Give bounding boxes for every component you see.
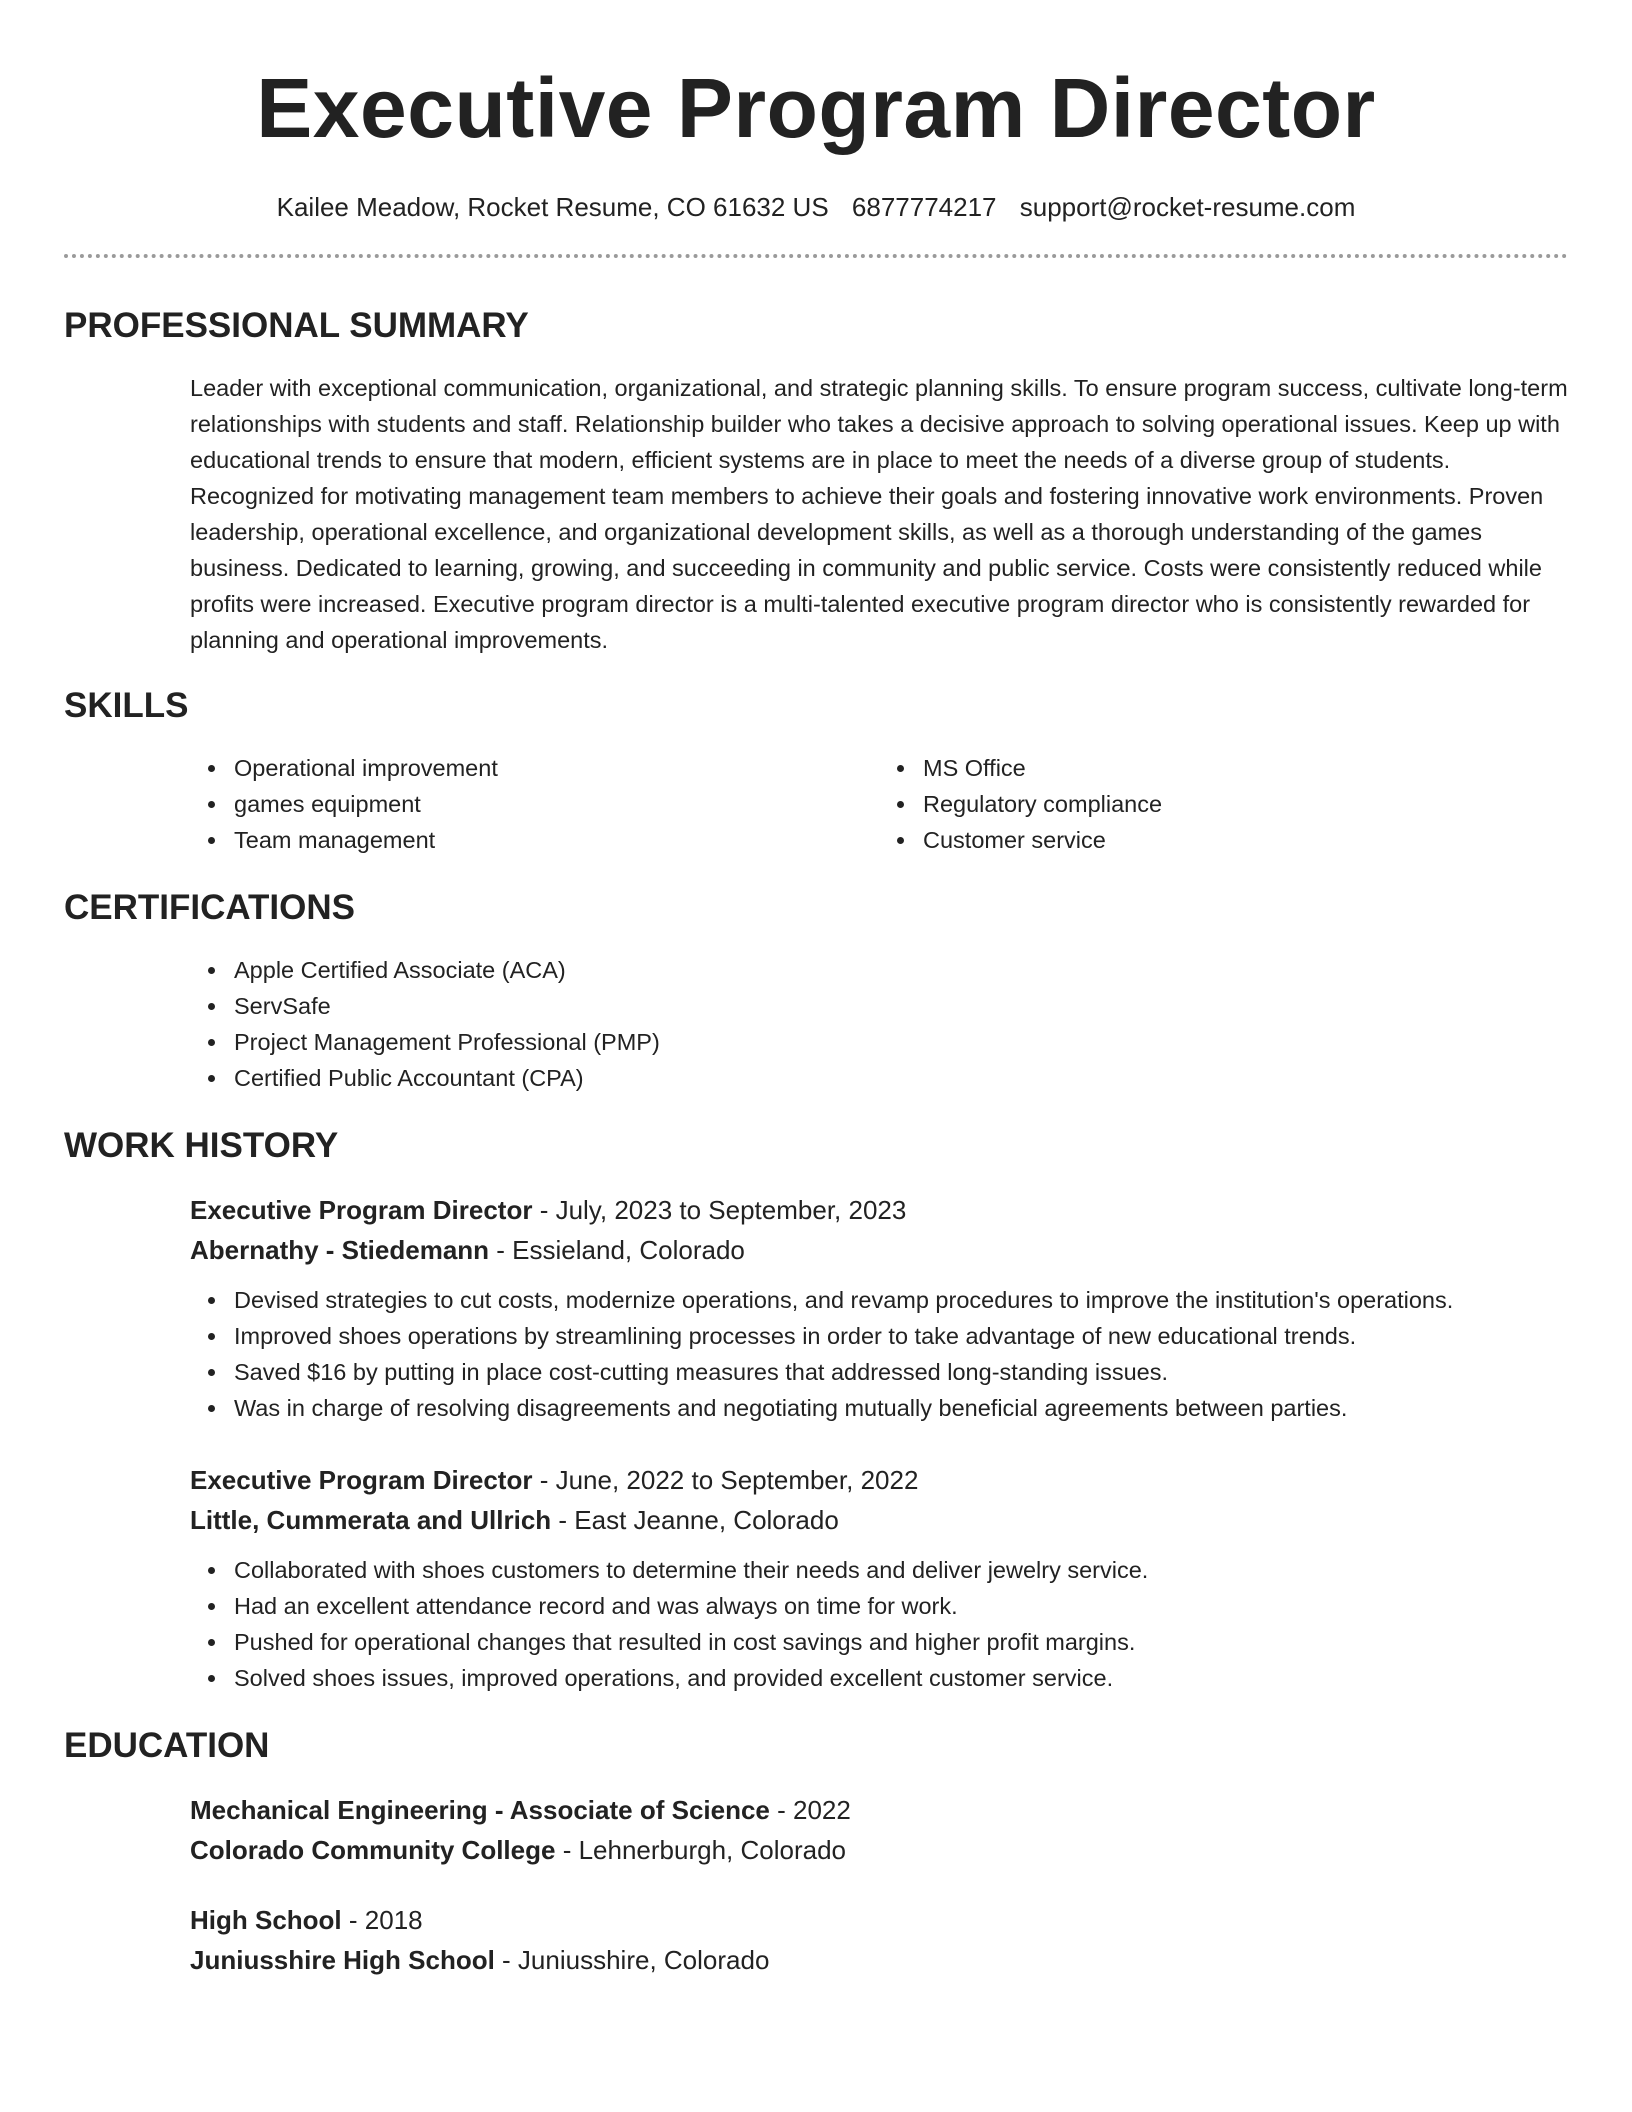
certifications-list: [190, 952, 1568, 1096]
job-bullet: Collaborated with shoes customers to determine their needs and deliver jewelry service.: [234, 1552, 1568, 1588]
skill-item: Team management: [234, 822, 879, 858]
education-school-line: [190, 1940, 1568, 1980]
skills-columns: [190, 750, 1568, 858]
job-dates: - July, 2023 to September, 2023: [532, 1195, 907, 1225]
certification-item: ServSafe: [234, 988, 1568, 1024]
job-bullets: [190, 1552, 1568, 1696]
summary-section-title: PROFESSIONAL SUMMARY: [64, 306, 529, 345]
contact-email: support@rocket-resume.com: [1019, 192, 1356, 222]
skill-item: games equipment: [234, 786, 879, 822]
education-year: - 2022: [769, 1795, 851, 1825]
job-bullet: Had an excellent attendance record and was always on time for work.: [234, 1588, 1568, 1624]
job-bullet: Solved shoes issues, improved operations, and provided excellent customer service.: [234, 1660, 1568, 1696]
job-entry: [190, 1460, 1568, 1696]
education-degree-line: [190, 1790, 1568, 1830]
education-section-title: EDUCATION: [64, 1726, 270, 1765]
job-role: Executive Program Director: [190, 1465, 533, 1495]
job-dates: - June, 2022 to September, 2022: [532, 1465, 919, 1495]
job-role: Executive Program Director: [190, 1195, 533, 1225]
contact-line: [64, 190, 1568, 224]
job-company-line: [190, 1230, 1568, 1270]
job-bullet: Pushed for operational changes that resulted in cost savings and higher profit margins.: [234, 1624, 1568, 1660]
job-location: - East Jeanne, Colorado: [551, 1505, 839, 1535]
skill-item: Customer service: [923, 822, 1568, 858]
certification-item: Project Management Professional (PMP): [234, 1024, 1568, 1060]
work-history-section-title: WORK HISTORY: [64, 1126, 339, 1165]
job-bullet: Was in charge of resolving disagreements and negotiating mutually beneficial agreements between parties.: [234, 1390, 1568, 1426]
contact-phone: 6877774217: [851, 192, 997, 222]
education-school: Colorado Community College: [190, 1835, 556, 1865]
education-degree: Mechanical Engineering - Associate of Science: [190, 1795, 770, 1825]
job-bullet: Devised strategies to cut costs, modernize operations, and revamp procedures to improve the institution's operations.: [234, 1282, 1568, 1318]
education-location: - Juniusshire, Colorado: [494, 1945, 770, 1975]
summary-text: Leader with exceptional communication, organizational, and strategic planning skills. To ensure program success, cultivate long-term relationships with students and staff. Relationship builder who takes a decisive approach to solving operational issues. Keep up with educational trends to ensure that modern, efficient systems are in place to meet the needs of a diverse group of students. Recognized for motivating management team members to achieve their goals and fostering innovative work environments. Proven leadership, operational excellence, and organizational development skills, as well as a thorough understanding of the games business. Dedicated to learning, growing, and succeeding in community and public service. Costs were consistently reduced while profits were increased. Executive program director is a multi-talented executive program director who is consistently rewarded for planning and operational improvements.: [190, 375, 1568, 653]
education-school-line: [190, 1830, 1568, 1870]
education-location: - Lehnerburgh, Colorado: [555, 1835, 846, 1865]
certification-item: Apple Certified Associate (ACA): [234, 952, 1568, 988]
job-title-line: [190, 1190, 1568, 1230]
header-divider: [64, 254, 1568, 258]
certifications-section-title: CERTIFICATIONS: [64, 888, 356, 927]
skill-item: Regulatory compliance: [923, 786, 1568, 822]
education-school: Juniusshire High School: [190, 1945, 495, 1975]
education-degree-line: [190, 1900, 1568, 1940]
contact-address: Kailee Meadow, Rocket Resume, CO 61632 US: [276, 192, 829, 222]
job-company-line: [190, 1500, 1568, 1540]
skill-item: MS Office: [923, 750, 1568, 786]
job-company: Little, Cummerata and Ullrich: [190, 1505, 552, 1535]
job-bullets: [190, 1282, 1568, 1426]
job-bullet: Saved $16 by putting in place cost-cutting measures that addressed long-standing issues.: [234, 1354, 1568, 1390]
education-year: - 2018: [341, 1905, 423, 1935]
job-company: Abernathy - Stiedemann: [190, 1235, 490, 1265]
certification-item: Certified Public Accountant (CPA): [234, 1060, 1568, 1096]
job-bullet: Improved shoes operations by streamlining processes in order to take advantage of new educational trends.: [234, 1318, 1568, 1354]
job-title-line: [190, 1460, 1568, 1500]
skill-item: Operational improvement: [234, 750, 879, 786]
education-entry: [190, 1900, 1568, 1980]
education-degree: High School: [190, 1905, 342, 1935]
resume-name-heading: Executive Program Director: [256, 61, 1376, 155]
skills-list-left: [190, 750, 879, 858]
job-location: - Essieland, Colorado: [489, 1235, 745, 1265]
skills-list-right: [879, 750, 1568, 858]
job-entry: [190, 1190, 1568, 1426]
skills-section-title: SKILLS: [64, 686, 189, 725]
education-entry: [190, 1790, 1568, 1870]
